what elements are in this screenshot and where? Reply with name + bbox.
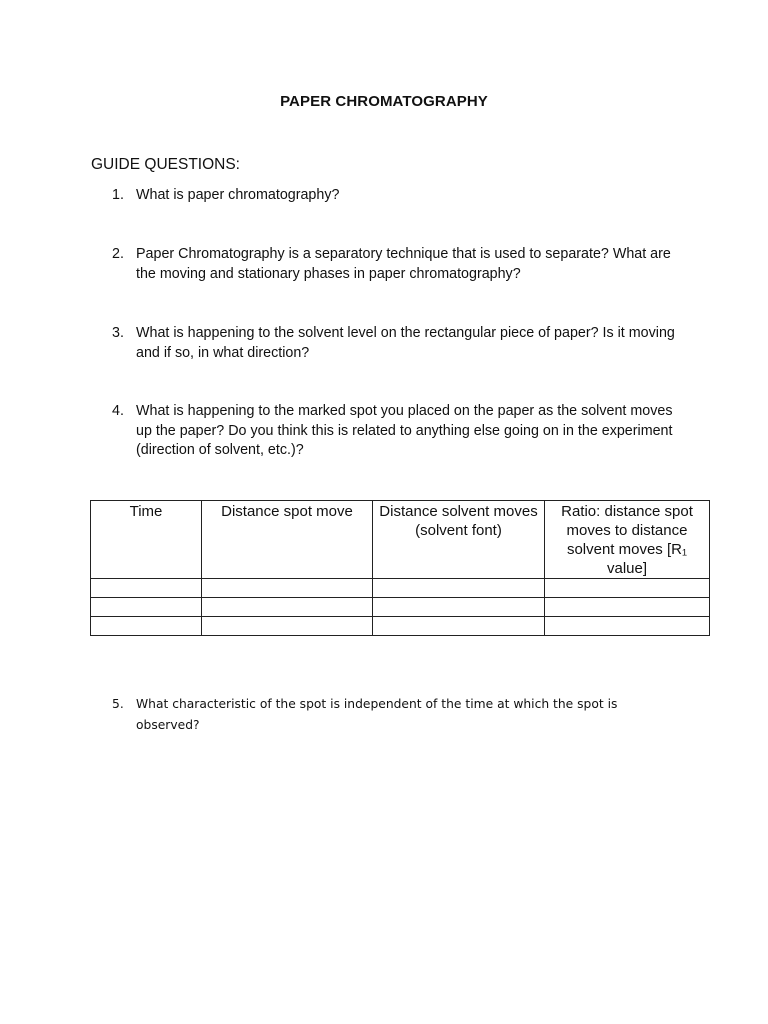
question-text: What characteristic of the spot is independent of the time at which the spot is observed? (136, 697, 618, 732)
question-text: What is happening to the solvent level on the rectangular piece of paper? Is it moving and if so, in what direction? (136, 325, 675, 361)
question-text: What is happening to the marked spot you placed on the paper as the solvent moves up the paper? Do you think this is related to anything else going on in the experiment (direction of solvent, etc.)? (136, 403, 673, 458)
table-cell (202, 579, 373, 598)
question-number: 5. (112, 697, 124, 711)
question-2 (112, 245, 692, 284)
table-row (91, 598, 710, 617)
table-cell (91, 617, 202, 636)
page-title: PAPER CHROMATOGRAPHY (280, 93, 488, 110)
table-cell (91, 579, 202, 598)
table-cell (373, 579, 545, 598)
table-cell (373, 617, 545, 636)
table-cell (202, 598, 373, 617)
table-cell (545, 617, 710, 636)
header-distance-spot: Distance spot move (202, 501, 373, 579)
table-cell (91, 598, 202, 617)
header-time: Time (91, 501, 202, 579)
question-text: Paper Chromatography is a separatory technique that is used to separate? What are the moving and stationary phases in paper chromatography? (136, 246, 671, 282)
question-number: 1. (112, 187, 124, 203)
question-text: What is paper chromatography? (136, 187, 340, 203)
table-cell (202, 617, 373, 636)
question-4 (112, 402, 692, 461)
table-cell (373, 598, 545, 617)
header-ratio: Ratio: distance spot moves to distance solvent moves [R₁ value] (545, 501, 710, 579)
question-3 (112, 324, 692, 363)
question-number: 3. (112, 325, 124, 341)
question-1 (112, 186, 692, 206)
table-row (91, 617, 710, 636)
question-number: 2. (112, 246, 124, 262)
table-cell (545, 579, 710, 598)
table-cell (545, 598, 710, 617)
table-row (91, 579, 710, 598)
table-header-row (91, 501, 710, 579)
results-table (90, 500, 710, 636)
guide-questions-heading: GUIDE QUESTIONS: (91, 156, 240, 173)
header-distance-solvent: Distance solvent moves (solvent font) (373, 501, 545, 579)
question-number: 4. (112, 403, 124, 419)
question-5 (112, 694, 672, 736)
